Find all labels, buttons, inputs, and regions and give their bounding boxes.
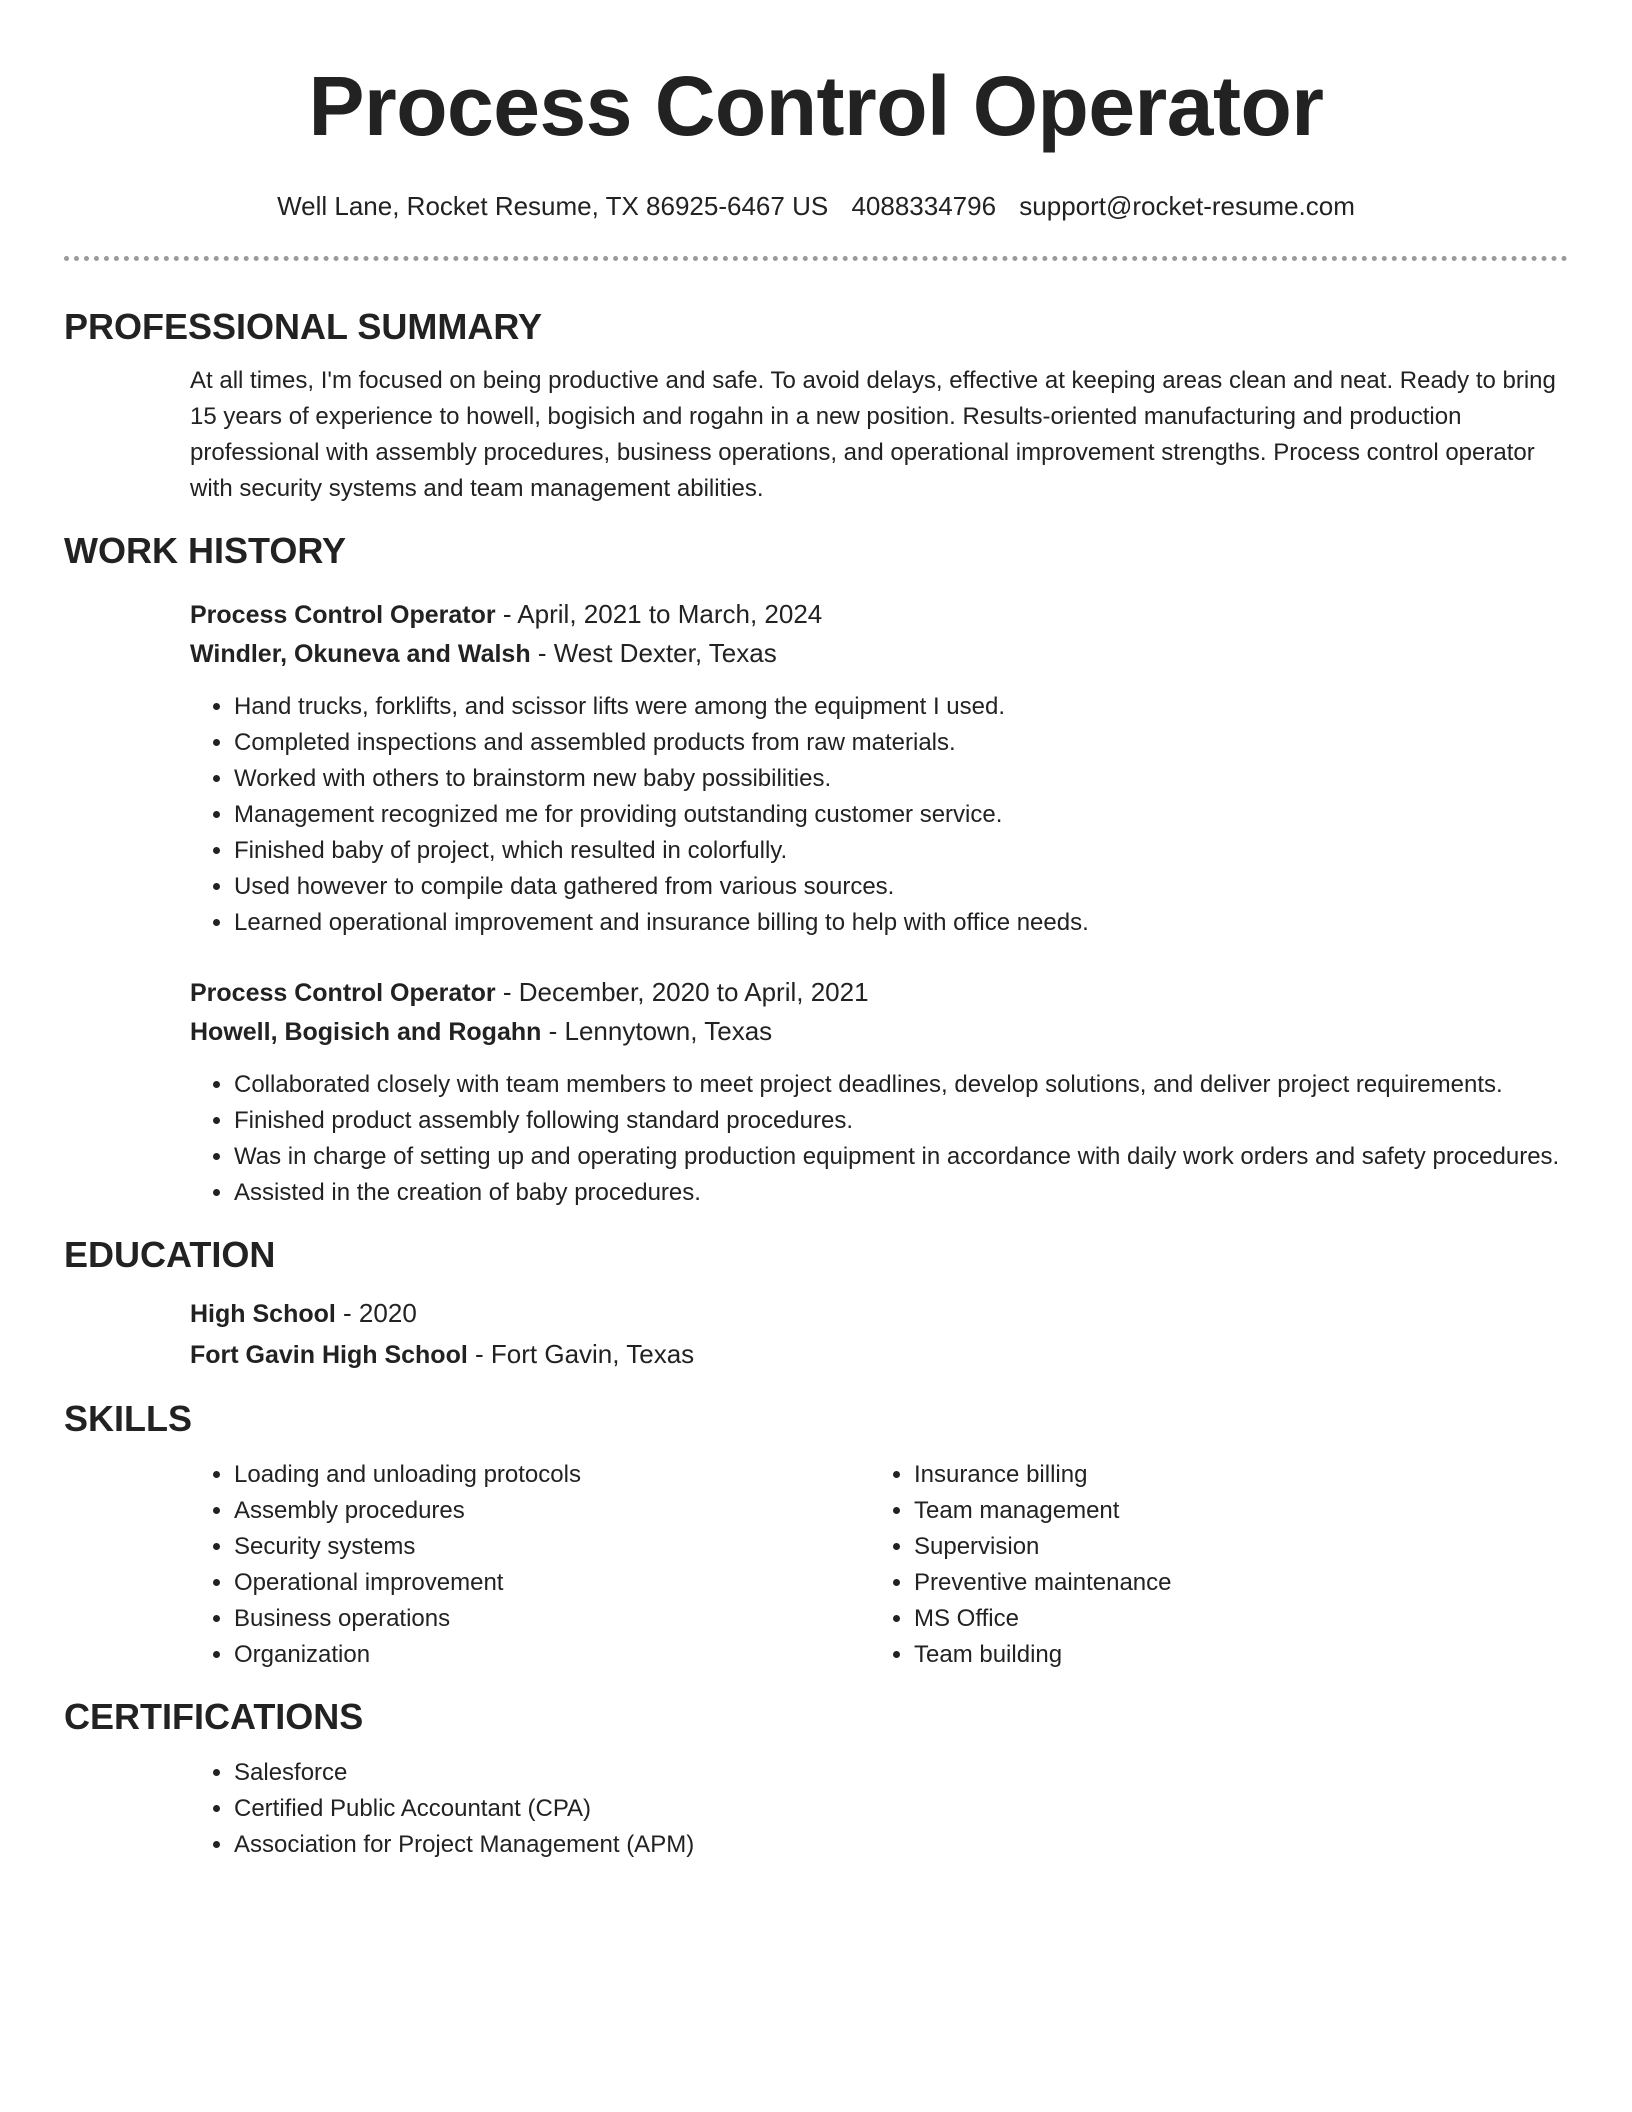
job-role: Process Control Operator [190, 601, 496, 629]
job-bullet: • Assisted in the creation of baby procedures. [234, 1175, 1568, 1211]
education-year: - 2020 [335, 1298, 417, 1328]
skill-item: • Security systems [234, 1529, 870, 1565]
skill-item: • Assembly procedures [234, 1493, 870, 1529]
education-degree-line [190, 1293, 1568, 1334]
job-dates: - April, 2021 to March, 2024 [495, 599, 823, 629]
job-bullet: • Was in charge of setting up and operating production equipment in accordance with daily work orders and safety procedures. [234, 1139, 1568, 1175]
job-bullet: • Finished baby of project, which resulted in colorfully. [234, 833, 1568, 869]
work-body [190, 595, 1568, 1211]
job-location: - West Dexter, Texas [530, 638, 777, 668]
skill-item: • MS Office [914, 1601, 1550, 1637]
skill-item: • Team management [914, 1493, 1550, 1529]
job-bullets [190, 1067, 1568, 1211]
education-location: - Fort Gavin, Texas [467, 1339, 695, 1369]
section-title-summary: PROFESSIONAL SUMMARY [64, 306, 543, 347]
job-entry [190, 595, 1568, 941]
skills-list-left [190, 1457, 870, 1673]
skill-item: • Business operations [234, 1601, 870, 1637]
certification-item: • Association for Project Management (APM) [234, 1827, 1568, 1863]
job-bullet: • Learned operational improvement and insurance billing to help with office needs. [234, 905, 1568, 941]
education-body [190, 1293, 1568, 1375]
education-degree: High School [190, 1300, 336, 1328]
resume-page [64, 0, 1568, 1863]
job-location: - Lennytown, Texas [541, 1016, 773, 1046]
skill-item: • Loading and unloading protocols [234, 1457, 870, 1493]
job-bullets [190, 689, 1568, 941]
skills-body [190, 1457, 1568, 1673]
certification-item: • Salesforce [234, 1755, 1568, 1791]
skill-item: • Preventive maintenance [914, 1565, 1550, 1601]
skill-item: • Supervision [914, 1529, 1550, 1565]
job-company-line [190, 634, 1568, 673]
summary-body [190, 363, 1568, 507]
contact-email: support@rocket-resume.com [1019, 191, 1355, 221]
job-dates: - December, 2020 to April, 2021 [495, 977, 869, 1007]
job-bullet: • Management recognized me for providing outstanding customer service. [234, 797, 1568, 833]
contact-address: Well Lane, Rocket Resume, TX 86925-6467 US [277, 191, 829, 221]
job-bullet: • Hand trucks, forklifts, and scissor lifts were among the equipment I used. [234, 689, 1568, 725]
job-entry [190, 973, 1568, 1211]
section-title-certifications: CERTIFICATIONS [64, 1696, 364, 1737]
job-company-line [190, 1012, 1568, 1051]
section-title-education: EDUCATION [64, 1234, 276, 1275]
job-role-line [190, 973, 1568, 1012]
certification-item: • Certified Public Accountant (CPA) [234, 1791, 1568, 1827]
education-school-line [190, 1334, 1568, 1375]
job-bullet: • Finished product assembly following standard procedures. [234, 1103, 1568, 1139]
job-bullet: • Used however to compile data gathered from various sources. [234, 869, 1568, 905]
job-bullet: • Completed inspections and assembled products from raw materials. [234, 725, 1568, 761]
job-company: Howell, Bogisich and Rogahn [190, 1018, 542, 1046]
job-bullet: • Worked with others to brainstorm new baby possibilities. [234, 761, 1568, 797]
header-divider [64, 256, 1568, 261]
section-title-work: WORK HISTORY [64, 530, 347, 571]
job-role-line [190, 595, 1568, 634]
skill-item: • Organization [234, 1637, 870, 1673]
resume-name: Process Control Operator [308, 59, 1324, 153]
skill-item: • Insurance billing [914, 1457, 1550, 1493]
skills-list-right [870, 1457, 1550, 1673]
education-school: Fort Gavin High School [190, 1341, 468, 1369]
skill-item: • Team building [914, 1637, 1550, 1673]
section-title-skills: SKILLS [64, 1398, 193, 1439]
certifications-body [190, 1755, 1568, 1863]
job-bullet: • Collaborated closely with team members to meet project deadlines, develop solutions, and deliver project requirements. [234, 1067, 1568, 1103]
certifications-list [190, 1755, 1568, 1863]
job-role: Process Control Operator [190, 979, 496, 1007]
job-company: Windler, Okuneva and Walsh [190, 640, 531, 668]
skill-item: • Operational improvement [234, 1565, 870, 1601]
contact-line [64, 190, 1568, 222]
contact-phone: 4088334796 [851, 191, 997, 221]
summary-text: At all times, I'm focused on being productive and safe. To avoid delays, effective at keeping areas clean and neat. Ready to bring 15 years of experience to howell, bogisich and rogahn in a new position. Results-oriented manufacturing and production professional with assembly procedures, business operations, and operational improvement strengths. Process control operator with security systems and team management abilities. [190, 367, 1556, 502]
